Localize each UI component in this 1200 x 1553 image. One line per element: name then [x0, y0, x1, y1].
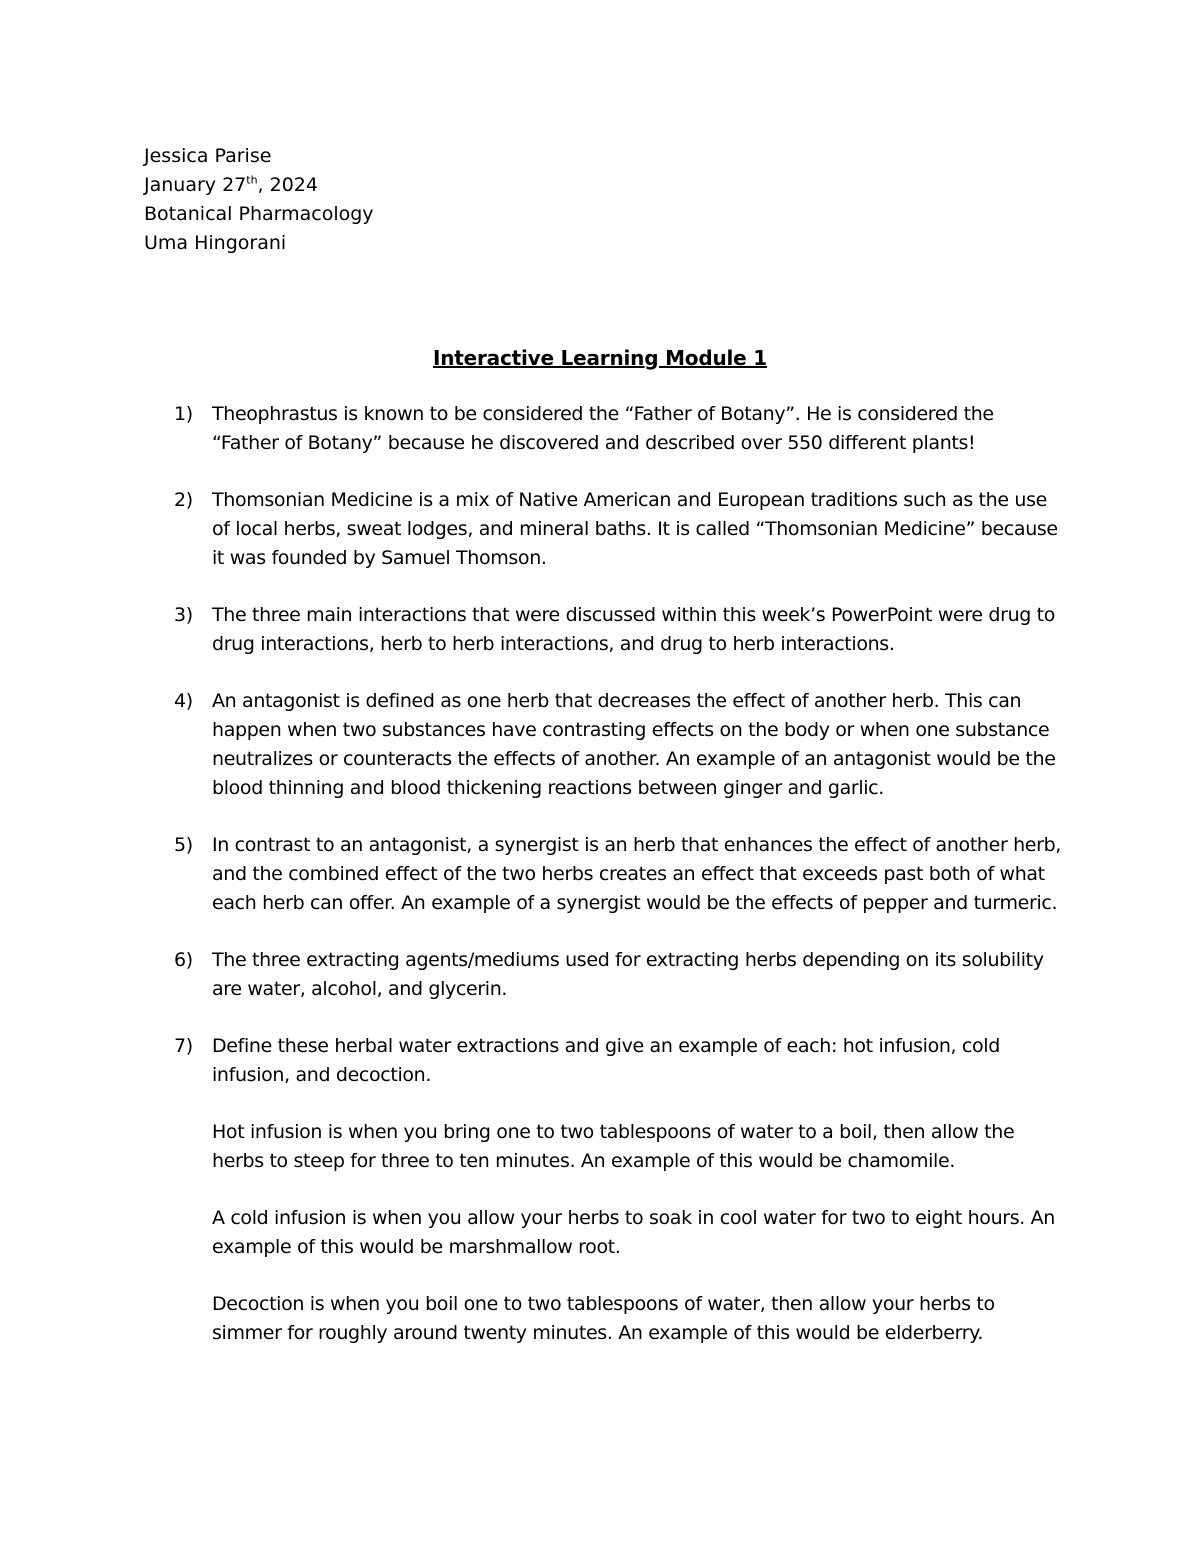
cold-infusion-paragraph: A cold infusion is when you allow your herbs to soak in cool water for two to eight hours. An example of this would be marshmallow root. [212, 1207, 1056, 1258]
document-header [144, 142, 374, 258]
question-text: Define these herbal water extractions and give an example of each: hot infusion, cold infusion, and decoction. [212, 1035, 1000, 1086]
question-list [174, 400, 1064, 1376]
question-item [174, 946, 1064, 1004]
question-text: Theophrastus is known to be considered the “Father of Botany”. He is considered the “Father of Botany” because he discovered and described over 550 different plants! [212, 403, 994, 454]
question-item [174, 687, 1064, 803]
document-title: Interactive Learning Module 1 [433, 346, 767, 370]
course-name: Botanical Pharmacology [144, 203, 374, 225]
hot-infusion-paragraph: Hot infusion is when you bring one to two tablespoons of water to a boil, then allow the herbs to steep for three to ten minutes. An example of this would be chamomile. [212, 1121, 1015, 1172]
date-prefix: January 27 [144, 174, 247, 196]
submission-date [144, 171, 374, 200]
question-number: 5) [174, 834, 193, 856]
question-text: The three extracting agents/mediums used for extracting herbs depending on its solubility are water, alcohol, and glycerin. [212, 949, 1044, 1000]
student-name: Jessica Parise [144, 145, 272, 167]
question-number: 3) [174, 604, 193, 626]
question-text: Thomsonian Medicine is a mix of Native American and European traditions such as the use of local herbs, sweat lodges, and mineral baths. It is called “Thomsonian Medicine” because it was founded by Samuel Thomson. [212, 489, 1058, 569]
question-item [174, 601, 1064, 659]
question-number: 6) [174, 949, 193, 971]
question-number: 1) [174, 403, 193, 425]
instructor-name: Uma Hingorani [144, 232, 287, 254]
question-number: 4) [174, 690, 193, 712]
question-item [174, 831, 1064, 918]
question-text: The three main interactions that were discussed within this week’s PowerPoint were drug to drug interactions, herb to herb interactions, and drug to herb interactions. [212, 604, 1056, 655]
question-item [174, 400, 1064, 458]
question-number: 2) [174, 489, 193, 511]
question-item [174, 1032, 1064, 1348]
question-number: 7) [174, 1035, 193, 1057]
question-text: An antagonist is defined as one herb that decreases the effect of another herb. This can happen when two substances have contrasting effects on the body or when one substance neutralizes or counteracts the effects of another. An example of an antagonist would be the blood thinning and blood thickening reactions between ginger and garlic. [212, 690, 1056, 799]
decoction-paragraph: Decoction is when you boil one to two tablespoons of water, then allow your herbs to simmer for roughly around twenty minutes. An example of this would be elderberry. [212, 1293, 995, 1344]
date-superscript: th [246, 173, 258, 187]
question-text: In contrast to an antagonist, a synergist is an herb that enhances the effect of another herb, and the combined effect of the two herbs creates an effect that exceeds past both of what each herb can offer. An example of a synergist would be the effects of pepper and turmeric. [212, 834, 1061, 914]
question-item [174, 486, 1064, 573]
date-suffix: , 2024 [257, 174, 318, 196]
